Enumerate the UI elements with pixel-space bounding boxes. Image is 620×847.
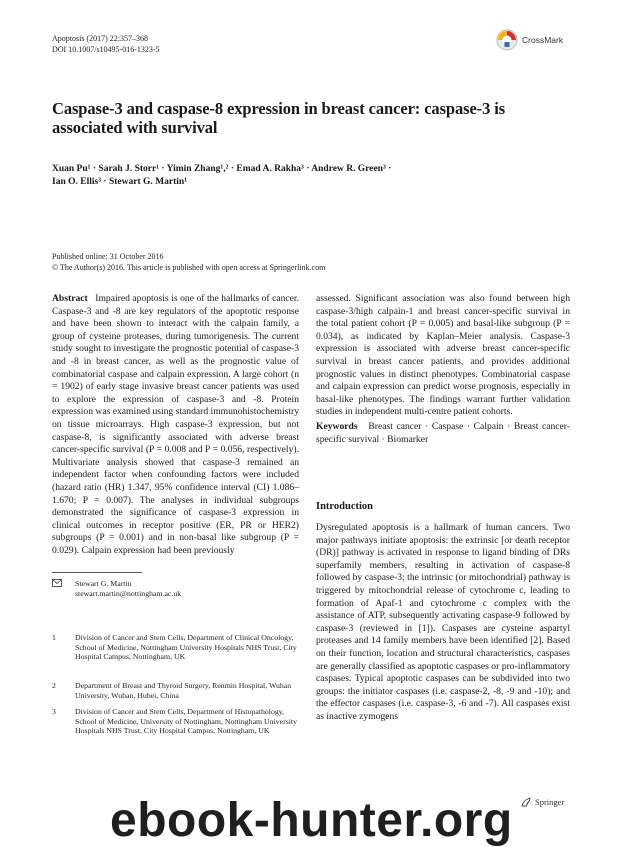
affiliation-number: 1 [52, 633, 56, 642]
authors-line-2: Ian O. Ellis³ · Stewart G. Martin¹ [52, 177, 187, 187]
affiliation-2 [52, 681, 302, 700]
abstract-label: Abstract [52, 293, 88, 304]
introduction-text: Dysregulated apoptosis is a hallmark of human cancers. Two major pathways initiate apoptosis: the extrinsic [or death receptor (DR)] pathway is activated in response to ligand binding of DRs superfamily members, resulting in activation of caspase-8 followed by caspase-3; the intrinsic (or mitochondrial) pathway is triggered by mitochondrial release of cytochrome c, leading to formation of Apaf-1 and cytochrome c complex with the assistance of ATP, subsequently activating caspase-9 followed by caspase-3 (reviewed in [1]). Caspases are cysteine aspartyl proteases and 14 family members have been identified [2]. Based on their function, location and structural characteristics, caspases are generally classified as apoptotic caspases or pro-inflammatory caspases. Typical apoptotic caspases can be subdivided into two groups: the initiator caspases (i.e. caspase-2, -8, -9 and -10); and the effector caspases (i.e. caspase-3, -6 and -7). All caspases exist as inactive zymogens [316, 522, 570, 722]
abstract-text-left: Impaired apoptosis is one of the hallmarks of cancer. Caspase-3 and -8 are key regulators of the apoptotic response and have been shown to interact with the calpain family, a group of cysteine proteases, during tumorigenesis. The current study sought to investigate the prognostic potential of caspase-3 and -8 in breast cancer, as well as the prognostic value of combinatorial caspase and calpain expression. A large cohort (n = 1902) of early stage invasive breast cancer patients was used to explore the expression of caspase-3 and -8. Protein expression was examined using standard immunohistochemistry on tissue microarrays. High caspase-3 expression, but not caspase-8, is significantly associated with adverse breast cancer-specific survival (P = 0.008 and P = 0.056, respectively). Multivariate analysis showed that caspase-3 remained an independent factor when confounding factors were included (hazard ratio (HR) 1.347, 95% confidence interval (CI) 1.086–1.670; P = 0.007). The analyses in individual subgroups demonstrated the significance of caspase-3 expression in clinical outcomes in receptor positive (ER, PR or HER2) subgroups (P = 0.001) and in non-basal like subgroup (P = 0.029). Calpain expression had been previously [52, 293, 299, 556]
watermark-text: ebook-hunter.org [110, 794, 513, 847]
affiliation-text: Division of Cancer and Stem Cells, Department of Clinical Oncology, School of Medicine, Nottingham University Hospitals NHS Trust, City Hospital Campus, Nottingham, UK [75, 633, 297, 662]
publisher-name: Springer [535, 797, 565, 807]
doi[interactable]: DOI 10.1007/s10495-016-1323-5 [52, 45, 160, 54]
springer-logo [520, 796, 564, 808]
authors-line-1: Xuan Pu¹ · Sarah J. Storr¹ · Yimin Zhang¹,² · Emad A. Rakha³ · Andrew R. Green³ · [52, 164, 392, 174]
article-title: Caspase-3 and caspase-8 expression in breast cancer: caspase-3 is associated with survival [52, 99, 506, 137]
copyright-notice: © The Author(s) 2016. This article is published with open access at Springerlink.com [52, 263, 326, 272]
crossmark-icon [496, 29, 518, 51]
affiliation-text: Division of Cancer and Stem Cells, Department of Histopathology, School of Medicine, University of Nottingham, Nottingham University Hospitals NHS Trust, City Hospital Campus, Nottingham, UK [75, 707, 297, 736]
abstract-left [52, 293, 299, 557]
crossmark-badge[interactable] [496, 28, 572, 52]
affiliation-number: 3 [52, 707, 56, 716]
springer-horse-icon [520, 796, 532, 808]
envelope-icon [52, 579, 62, 590]
abstract-right: assessed. Significant association was also found between high caspase-3/high calpain-1 and breast cancer-specific survival in the total patient cohort (P = 0.005) and basal-like subgroup (P = 0.034), as indicated by Kaplan–Meier analysis. Caspase-3 expression is associated with adverse breast cancer-specific survival in breast cancer patients, and provides additional prognostic values in distinct phenotypes. Combinatorial caspase and calpain expression can predict worse prognosis, especially in basal-like phenotypes. The findings warrant further validation studies in independent multi-centre patient cohorts. [316, 293, 570, 418]
keywords-block [316, 421, 570, 446]
affiliation-text: Department of Breast and Thyroid Surgery, Renmin Hospital, Wuhan University, Wuhan, Hubei, China [75, 681, 292, 700]
affiliation-1 [52, 633, 302, 662]
introduction-heading: Introduction [316, 501, 373, 512]
crossmark-label: CrossMark [522, 35, 564, 45]
affiliation-3 [52, 707, 302, 736]
keywords-label: Keywords [316, 421, 358, 432]
keywords-text: Breast cancer · Caspase · Calpain · Breast cancer-specific survival · Biomarker [316, 421, 571, 445]
correspondence-name: Stewart G. Martin [75, 579, 132, 588]
journal-citation: Apoptosis (2017) 22:357–368 [52, 34, 148, 43]
affiliation-number: 2 [52, 681, 56, 690]
author-list [52, 163, 572, 189]
footnote-rule [52, 572, 142, 573]
correspondence [52, 579, 302, 598]
published-date: Published online: 31 October 2016 [52, 252, 164, 261]
correspondence-email[interactable]: stewart.martin@nottingham.ac.uk [75, 588, 182, 598]
